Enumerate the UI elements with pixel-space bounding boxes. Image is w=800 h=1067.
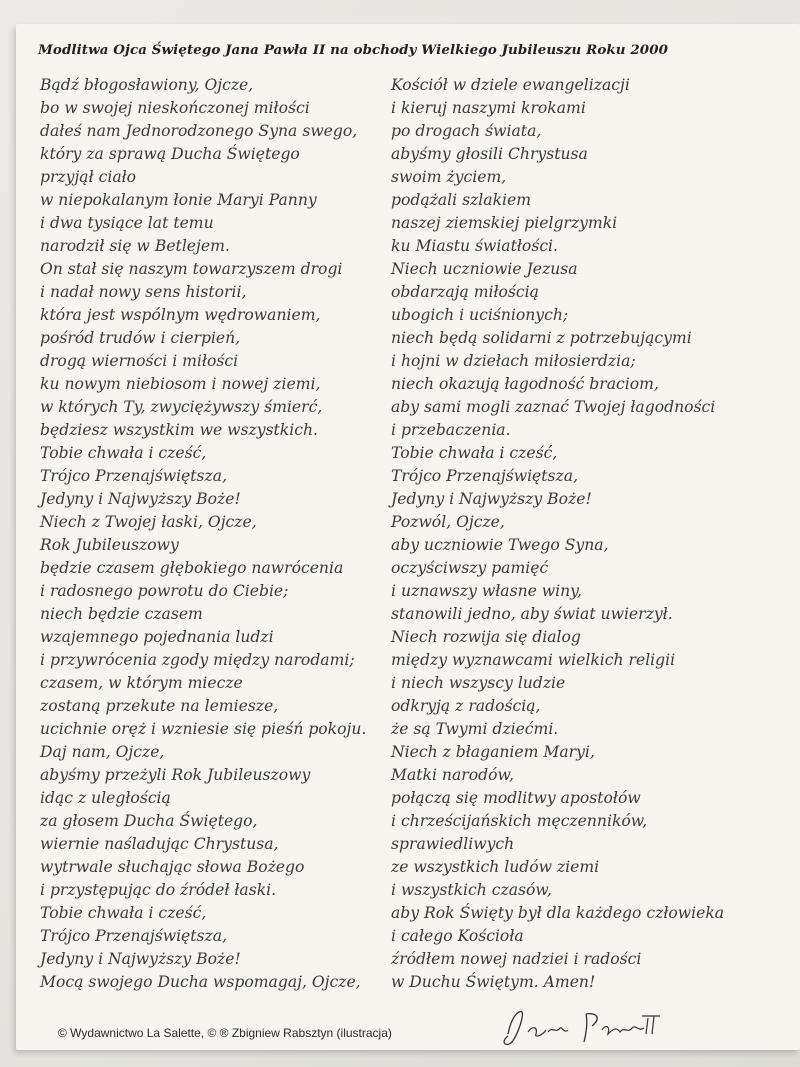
prayer-line: po drogach świata, [391, 122, 542, 140]
prayer-line: dałeś nam Jednorodzonego Syna swego, [40, 122, 358, 140]
prayer-line: niech będzie czasem [40, 605, 203, 623]
prayer-line: i radosnego powrotu do Ciebie; [40, 582, 289, 600]
prayer-line: przyjął ciało [40, 168, 137, 186]
prayer-line: ucichnie oręż i wzniesie się pieśń pokoju. [40, 720, 367, 738]
right-column [391, 74, 791, 994]
prayer-line: obdarzają miłością [391, 283, 539, 301]
left-column [40, 74, 390, 994]
prayer-line: bo w swojej nieskończonej miłości [40, 99, 310, 117]
prayer-line: że są Twymi dziećmi. [391, 720, 559, 738]
prayer-line: Bądź błogosławiony, Ojcze, [40, 76, 254, 94]
prayer-line: w Duchu Świętym. Amen! [391, 973, 596, 991]
prayer-line: będziesz wszystkim we wszystkich. [40, 421, 318, 439]
signature-image [498, 1004, 678, 1048]
prayer-line: Matki narodów, [391, 766, 514, 784]
prayer-line: Trójco Przenajświętsza, [40, 927, 228, 945]
prayer-line: i nadał nowy sens historii, [40, 283, 247, 301]
prayer-line: połączą się modlitwy apostołów [391, 789, 641, 807]
prayer-line: ze wszystkich ludów ziemi [391, 858, 600, 876]
prayer-line: aby Rok Święty był dla każdego człowieka [391, 904, 725, 922]
prayer-line: odkryją z radością, [391, 697, 541, 715]
prayer-line: swoim życiem, [391, 168, 507, 186]
prayer-line: będzie czasem głębokiego nawrócenia [40, 559, 344, 577]
prayer-line: i wszystkich czasów, [391, 881, 552, 899]
prayer-line: wzajemnego pojednania ludzi [40, 628, 274, 646]
prayer-line: czasem, w którym miecze [40, 674, 243, 692]
card-title: Modlitwa Ojca Świętego Jana Pawła II na obchody Wielkiego Jubileuszu Roku 2000 [38, 42, 669, 58]
prayer-line: stanowili jedno, aby świat uwierzył. [391, 605, 673, 623]
copyright-footer: © Wydawnictwo La Salette, © ® Zbigniew Rabsztyn (ilustracja) [58, 1026, 392, 1040]
prayer-line: Tobie chwała i cześć, [391, 444, 558, 462]
prayer-line: idąc z uległością [40, 789, 171, 807]
prayer-line: między wyznawcami wielkich religii [391, 651, 676, 669]
prayer-line: abyśmy głosili Chrystusa [391, 145, 588, 163]
prayer-line: niech będą solidarni z potrzebującymi [391, 329, 692, 347]
prayer-line: i przystępując do źródeł łaski. [40, 881, 277, 899]
prayer-line: Daj nam, Ojcze, [40, 743, 165, 761]
prayer-line: i niech wszyscy ludzie [391, 674, 566, 692]
prayer-line: pośród trudów i cierpień, [40, 329, 241, 347]
prayer-line: i uznawszy własne winy, [391, 582, 582, 600]
prayer-line: Kościół w dziele ewangelizacji [391, 76, 630, 94]
prayer-line: i przywrócenia zgody między narodami; [40, 651, 355, 669]
prayer-line: Jedyny i Najwyższy Boże! [40, 950, 241, 968]
prayer-line: podążali szlakiem [391, 191, 532, 209]
prayer-line: Trójco Przenajświętsza, [40, 467, 228, 485]
prayer-line: narodził się w Betlejem. [40, 237, 230, 255]
prayer-line: ku nowym niebiosom i nowej ziemi, [40, 375, 321, 393]
prayer-line: niech okazują łagodność braciom, [391, 375, 659, 393]
prayer-line: abyśmy przeżyli Rok Jubileuszowy [40, 766, 311, 784]
prayer-line: On stał się naszym towarzyszem drogi [40, 260, 343, 278]
prayer-line: Niech z Twojej łaski, Ojcze, [40, 513, 257, 531]
prayer-line: ubogich i uciśnionych; [391, 306, 569, 324]
prayer-line: drogą wierności i miłości [40, 352, 239, 370]
prayer-line: aby uczniowie Twego Syna, [391, 536, 609, 554]
prayer-line: sprawiedliwych [391, 835, 515, 853]
prayer-line: Tobie chwała i cześć, [40, 904, 207, 922]
prayer-line: i przebaczenia. [391, 421, 511, 439]
prayer-line: Niech z błaganiem Maryi, [391, 743, 595, 761]
prayer-line: Niech rozwija się dialog [391, 628, 581, 646]
prayer-line: Mocą swojego Ducha wspomagaj, Ojcze, [40, 973, 361, 991]
prayer-line: Tobie chwała i cześć, [40, 444, 207, 462]
prayer-line: Pozwól, Ojcze, [391, 513, 505, 531]
prayer-line: za głosem Ducha Świętego, [40, 812, 258, 830]
prayer-line: wytrwale słuchając słowa Bożego [40, 858, 305, 876]
prayer-line: Jedyny i Najwyższy Boże! [391, 490, 592, 508]
prayer-card [16, 24, 800, 1050]
prayer-line: Trójco Przenajświętsza, [391, 467, 579, 485]
prayer-line: ku Miastu światłości. [391, 237, 558, 255]
prayer-line: która jest wspólnym wędrowaniem, [40, 306, 321, 324]
prayer-line: aby sami mogli zaznać Twojej łagodności [391, 398, 716, 416]
prayer-line: i chrześcijańskich męczenników, [391, 812, 648, 830]
prayer-line: Niech uczniowie Jezusa [391, 260, 578, 278]
prayer-line: wiernie naśladując Chrystusa, [40, 835, 279, 853]
prayer-line: oczyściwszy pamięć [391, 559, 549, 577]
prayer-line: i kieruj naszymi krokami [391, 99, 586, 117]
prayer-line: który za sprawą Ducha Świętego [40, 145, 300, 163]
prayer-line: w niepokalanym łonie Maryi Panny [40, 191, 317, 209]
prayer-line: Jedyny i Najwyższy Boże! [40, 490, 241, 508]
prayer-line: źródłem nowej nadziei i radości [391, 950, 642, 968]
prayer-line: i dwa tysiące lat temu [40, 214, 214, 232]
prayer-line: i hojni w dziełach miłosierdzia; [391, 352, 636, 370]
prayer-line: Rok Jubileuszowy [40, 536, 179, 554]
prayer-line: naszej ziemskiej pielgrzymki [391, 214, 618, 232]
prayer-line: w których Ty, zwyciężywszy śmierć, [40, 398, 323, 416]
prayer-line: i całego Kościoła [391, 927, 524, 945]
prayer-line: zostaną przekute na lemiesze, [40, 697, 279, 715]
